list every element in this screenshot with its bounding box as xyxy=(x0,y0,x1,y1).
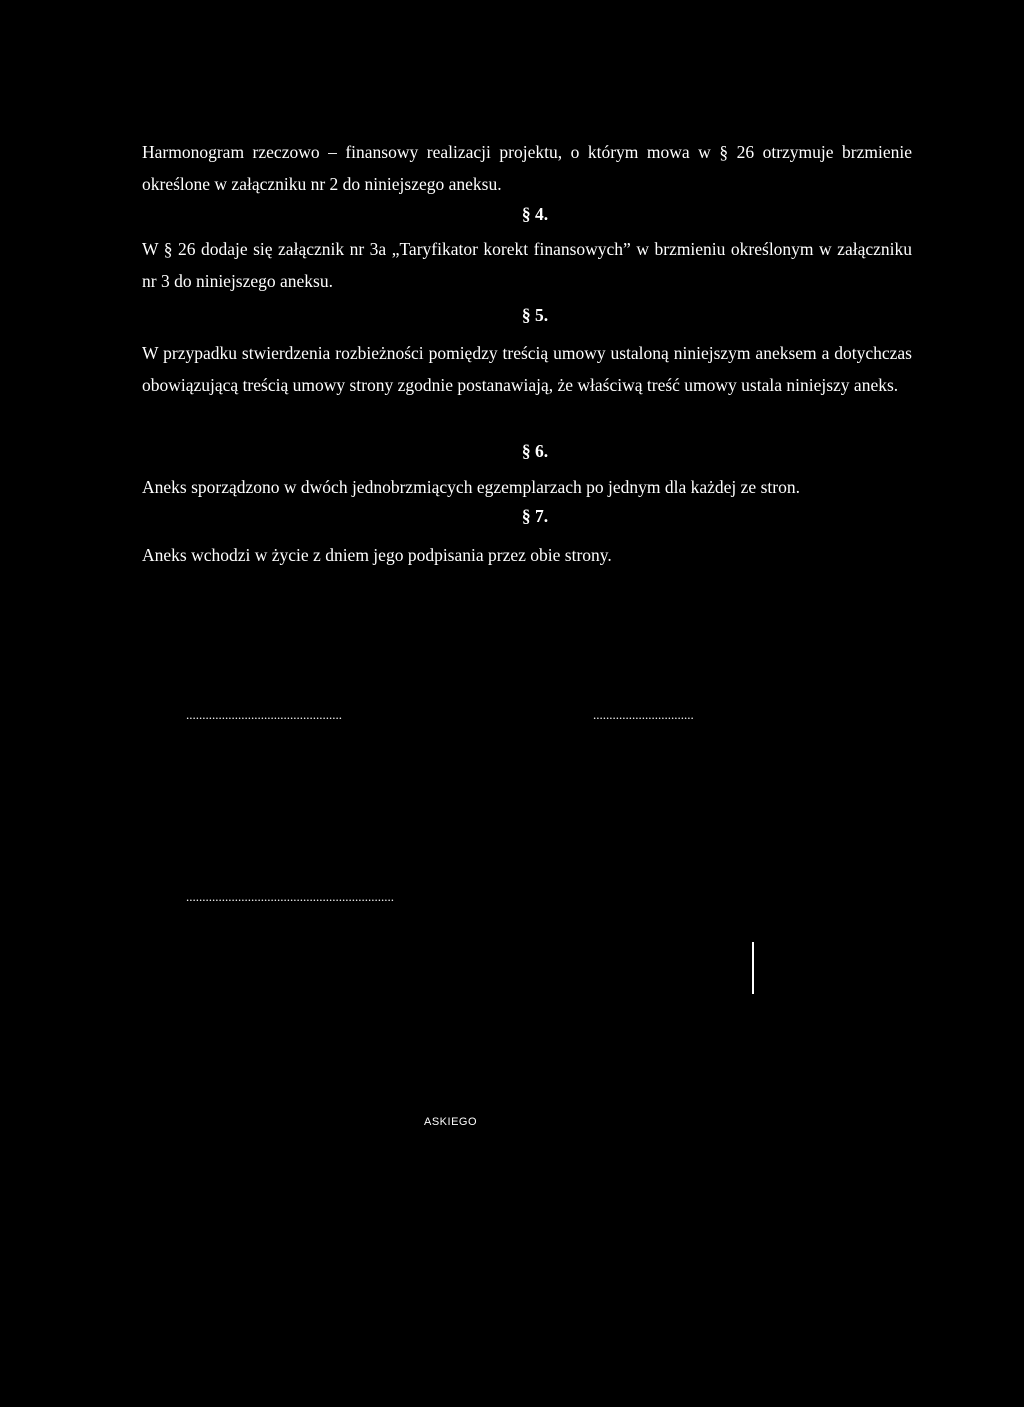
section-6-heading: § 6. xyxy=(521,441,549,461)
signature-line-left: ................................................ xyxy=(186,708,342,722)
paragraph-wejscie-w-zycie: Aneks wchodzi w życie z dniem jego podpisania przez obie strony. xyxy=(142,545,612,565)
paragraph-harmonogram: Harmonogram rzeczowo – finansowy realizacji projektu, o którym mowa w § 26 otrzymuje brzmienie określone w załączniku nr 2 do niniejszego aneksu. xyxy=(142,142,912,194)
signature-line-bottom: ................................................................ xyxy=(186,890,394,904)
paragraph-rozbieznosci: W przypadku stwierdzenia rozbieżności pomiędzy treścią umowy ustaloną niniejszym aneksem a dotychczas obowiązującą treścią umowy strony zgodnie postanawiają, że właściwą treść umowy ustala niniejszy aneks. xyxy=(142,343,912,395)
signature-line-right: ............................... xyxy=(593,708,694,722)
stamp-mark xyxy=(752,942,754,994)
section-4-heading: § 4. xyxy=(521,204,549,224)
stamp-text: ASKIEGO xyxy=(424,1116,478,1128)
paragraph-taryfikator: W § 26 dodaje się załącznik nr 3a „Taryfikator korekt finansowych” w brzmieniu określonym w załączniku nr 3 do niniejszego aneksu. xyxy=(142,239,912,291)
paragraph-egzemplarze: Aneks sporządzono w dwóch jednobrzmiących egzemplarzach po jednym dla każdej ze stron. xyxy=(142,477,800,497)
section-7-heading: § 7. xyxy=(521,506,549,526)
section-5-heading: § 5. xyxy=(521,305,549,325)
